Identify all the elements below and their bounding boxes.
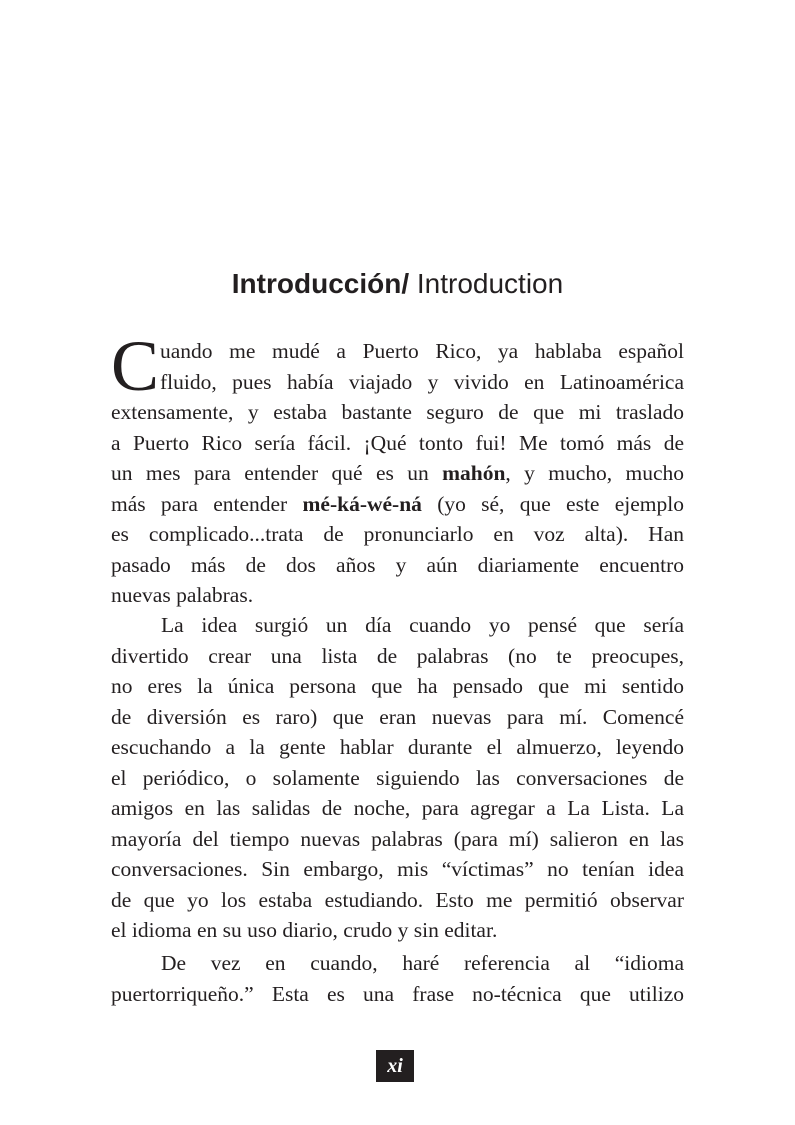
text-line <box>111 702 684 733</box>
text-segment: extensamente, y estaba bastante seguro de que mi traslado <box>111 400 684 424</box>
bold-term: mé-ká-wé-ná <box>302 491 422 516</box>
title-spanish: Introducción/ <box>231 268 410 299</box>
page-title <box>0 266 795 302</box>
text-line <box>111 671 684 702</box>
text-line <box>111 915 684 946</box>
text-segment: es complicado...trata de pronunciarlo en voz alta). Han <box>111 522 684 546</box>
text-segment: (yo sé, que este ejemplo <box>421 491 684 516</box>
text-segment: escuchando a la gente hablar durante el almuerzo, leyendo <box>111 735 684 759</box>
text-line <box>111 519 684 550</box>
text-line <box>111 489 684 520</box>
text-line <box>111 610 684 641</box>
text-segment: mayoría del tiempo nuevas palabras (para mí) salieron en las <box>111 826 684 851</box>
text-line <box>111 885 684 916</box>
text-line <box>111 732 684 763</box>
text-line <box>111 793 684 824</box>
text-segment: conversaciones. Sin embargo, mis “víctimas” no tenían idea <box>111 857 684 881</box>
text-segment: más para entender <box>111 491 303 516</box>
text-segment: fluido, pues había viajado y vivido en Latinoamérica <box>160 369 684 394</box>
paragraph-2 <box>111 610 684 946</box>
text-line <box>111 550 684 581</box>
text-line <box>111 336 684 367</box>
drop-cap: C <box>111 326 160 406</box>
text-segment: , y mucho, mucho <box>505 461 684 485</box>
paragraph-3 <box>111 948 684 1009</box>
text-segment: La idea surgió un día cuando yo pensé que sería <box>161 613 684 637</box>
text-segment: amigos en las salidas de noche, para agregar a La Lista. La <box>111 796 684 820</box>
text-segment: pasado más de dos años y aún diariamente encuentro <box>111 552 684 577</box>
text-segment: De vez en cuando, haré referencia al “idioma <box>161 951 684 975</box>
text-segment: el idioma en su uso diario, crudo y sin editar. <box>111 918 498 942</box>
text-line <box>111 979 684 1010</box>
text-segment: puertorriqueño.” Esta es una frase no-técnica que utilizo <box>111 981 684 1006</box>
text-segment: de que yo los estaba estudiando. Esto me permitió observar <box>111 887 684 912</box>
text-line <box>111 763 684 794</box>
text-segment: el periódico, o solamente siguiendo las conversaciones de <box>111 765 684 790</box>
text-line <box>111 397 684 428</box>
text-line <box>111 367 684 398</box>
paragraph-1 <box>111 326 684 611</box>
text-segment: no eres la única persona que ha pensado que mi sentido <box>111 674 684 698</box>
bold-term: mahón <box>442 461 506 485</box>
page-number: xi <box>376 1050 414 1082</box>
text-line <box>111 854 684 885</box>
text-line <box>111 948 684 979</box>
text-segment: divertido crear una lista de palabras (no te preocupes, <box>111 643 684 668</box>
text-line <box>111 824 684 855</box>
text-segment: de diversión es raro) que eran nuevas para mí. Comencé <box>111 704 684 729</box>
text-segment: un mes para entender qué es un <box>111 461 443 485</box>
text-segment: uando me mudé a Puerto Rico, ya hablaba español <box>160 339 684 363</box>
text-line <box>111 458 684 489</box>
text-line <box>111 580 684 611</box>
text-segment: nuevas palabras. <box>111 583 254 607</box>
text-line <box>111 641 684 672</box>
title-english: Introduction <box>409 268 564 299</box>
text-line <box>111 428 684 459</box>
text-segment: a Puerto Rico sería fácil. ¡Qué tonto fui! Me tomó más de <box>111 430 684 455</box>
